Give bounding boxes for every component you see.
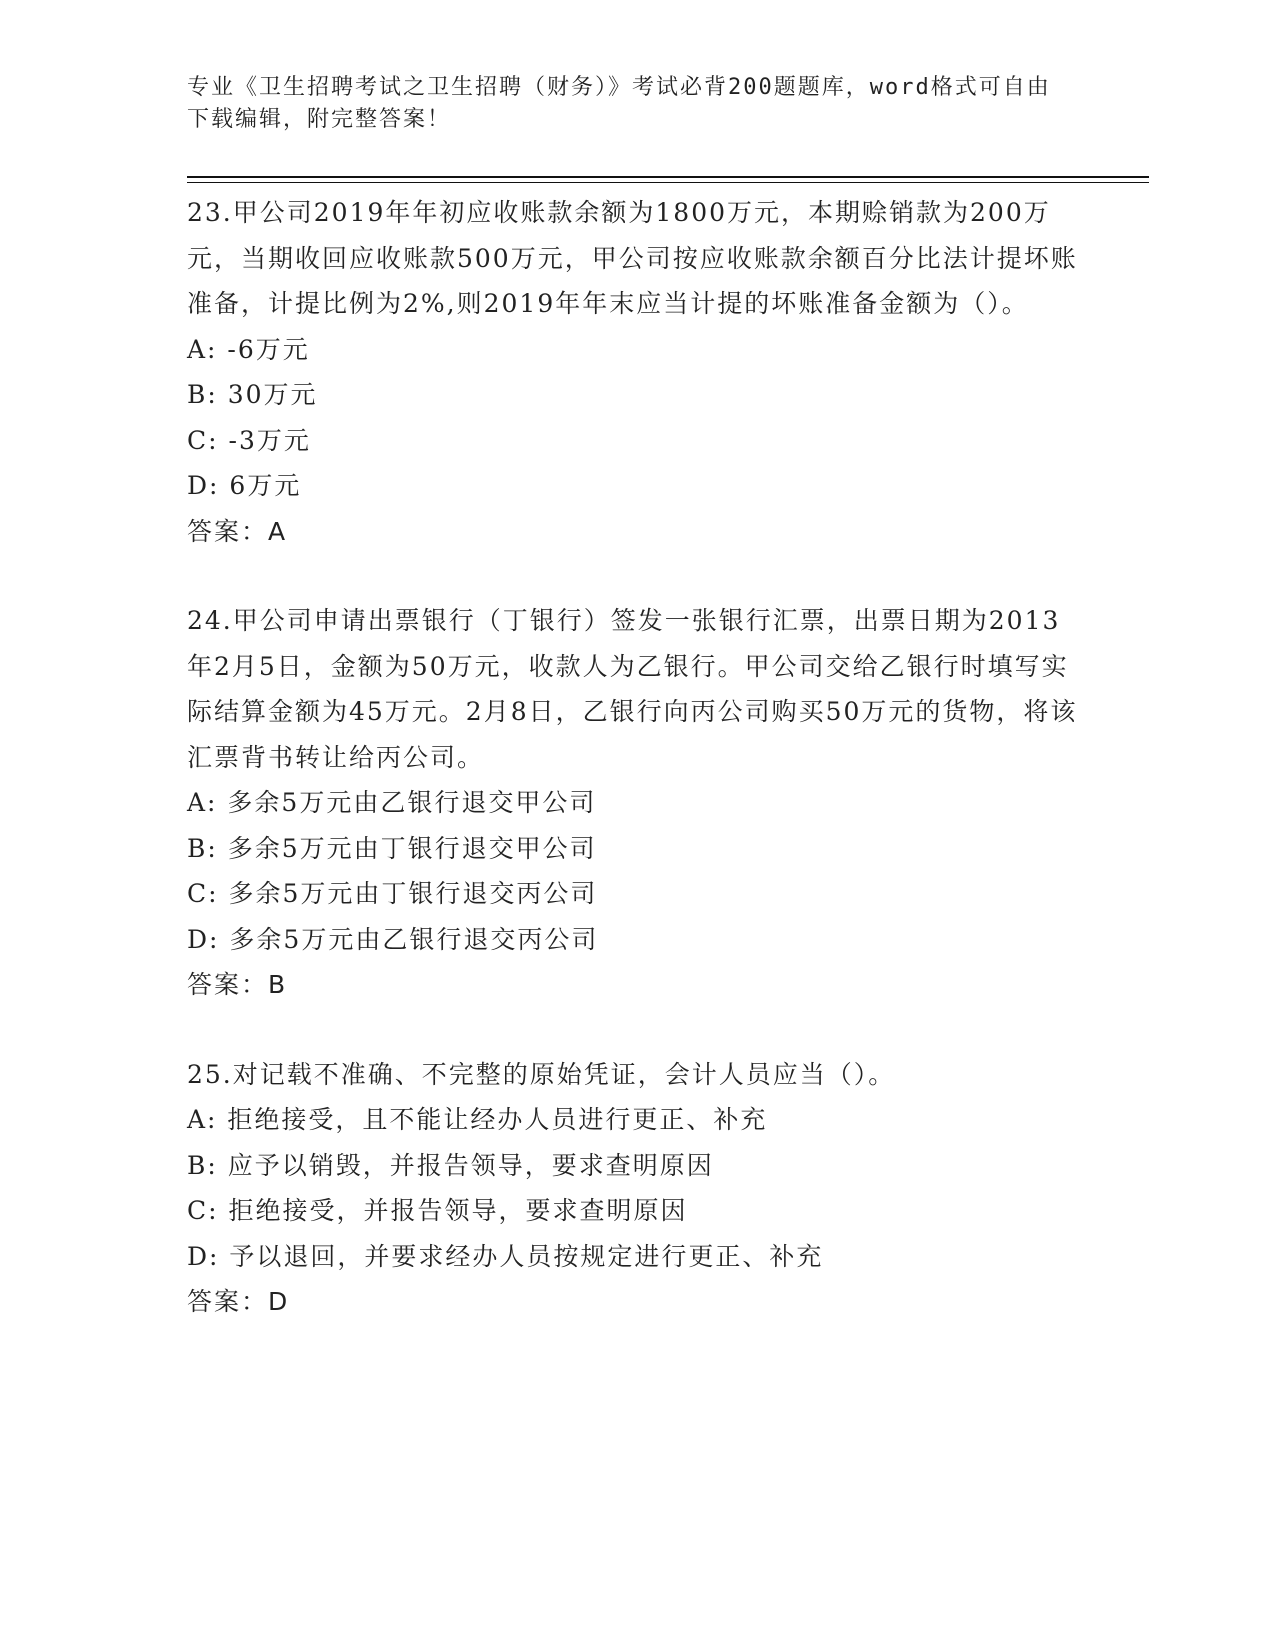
header-divider-thick — [187, 176, 1149, 178]
question-spacer — [187, 554, 1087, 598]
question-25 — [187, 1052, 1087, 1325]
document-header: 专业《卫生招聘考试之卫生招聘（财务）》考试必背200题题库，word格式可自由下载编辑，附完整答案！ — [187, 75, 1051, 132]
header-divider-thin — [187, 182, 1149, 183]
option-d: D: 予以退回，并要求经办人员按规定进行更正、补充 — [187, 1241, 824, 1271]
option-a: A: 多余5万元由乙银行退交甲公司 — [187, 788, 597, 817]
question-stem: 23.甲公司2019年年初应收账款余额为1800万元，本期赊销款为200万元，当期收回应收账款500万元，甲公司按应收账款余额百分比法计提坏账准备，计提比例为2%,则2019年年末应当计提的坏账准备金额为（）。 — [187, 198, 1078, 318]
answer-label: 答案：D — [187, 1287, 290, 1316]
option-b: B: 多余5万元由丁银行退交甲公司 — [187, 833, 597, 863]
question-23 — [187, 190, 1087, 554]
question-stem: 24.甲公司申请出票银行（丁银行）签发一张银行汇票，出票日期为2013年2月5日，金额为50万元，收款人为乙银行。甲公司交给乙银行时填写实际结算金额为45万元。2月8日，乙银行向丙公司购买50万元的货物，将该汇票背书转让给丙公司。 — [187, 606, 1078, 772]
option-c: C: -3万元 — [187, 425, 311, 455]
question-stem: 25.对记载不准确、不完整的原始凭证，会计人员应当（）。 — [187, 1059, 896, 1089]
option-a: A: -6万元 — [187, 334, 310, 364]
option-c: C: 拒绝接受，并报告领导，要求查明原因 — [187, 1196, 688, 1225]
option-d: D: 多余5万元由乙银行退交丙公司 — [187, 924, 599, 954]
option-b: B: 应予以销毁，并报告领导，要求查明原因 — [187, 1150, 714, 1180]
option-c: C: 多余5万元由丁银行退交丙公司 — [187, 879, 598, 908]
answer-label: 答案：B — [187, 970, 288, 999]
question-spacer — [187, 1008, 1087, 1052]
option-b: B: 30万元 — [187, 380, 318, 409]
option-d: D: 6万元 — [187, 471, 302, 500]
option-a: A: 拒绝接受，且不能让经办人员进行更正、补充 — [187, 1105, 768, 1134]
question-24 — [187, 598, 1087, 1008]
question-list — [187, 190, 1087, 1325]
answer-label: 答案：A — [187, 516, 288, 546]
